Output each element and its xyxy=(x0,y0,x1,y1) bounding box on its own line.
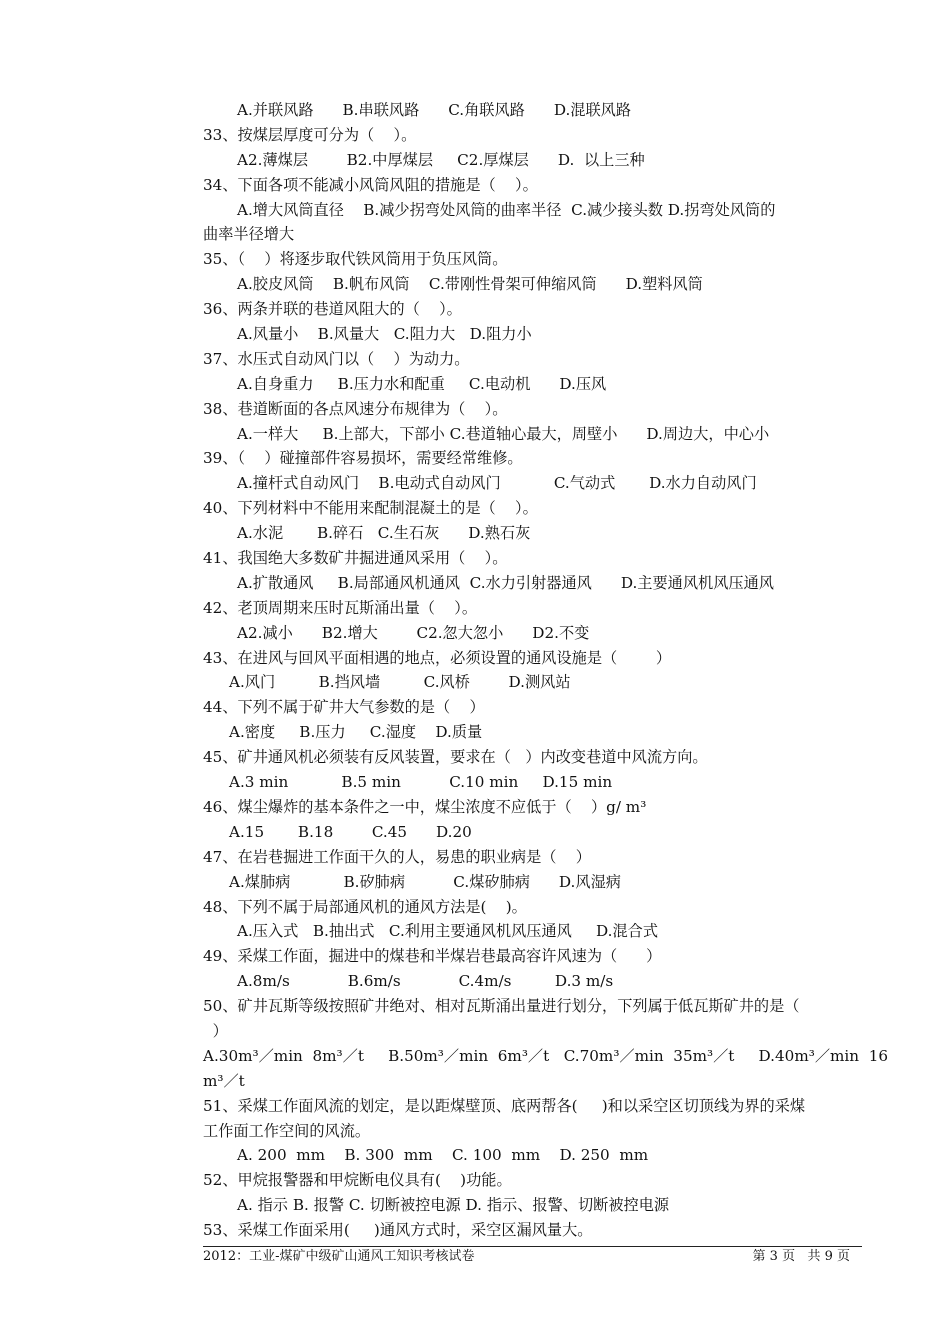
options-line: A.风量小 B.风量大 C.阻力大 D.阻力小 xyxy=(237,325,532,344)
footer-divider xyxy=(203,1246,862,1247)
question-line: 41、我国绝大多数矿井掘进通风采用（ ）。 xyxy=(203,549,508,568)
question-line: 47、在岩巷掘进工作面干久的人，易患的职业病是（ ） xyxy=(203,847,591,866)
continuation-line: m³／t xyxy=(203,1071,245,1090)
question-line: 52、甲烷报警器和甲烷断电仪具有( )功能。 xyxy=(203,1171,512,1190)
options-line: A2.薄煤层 B2.中厚煤层 C2.厚煤层 D. 以上三种 xyxy=(237,150,645,169)
options-line: A.水泥 B.碎石 C.生石灰 D.熟石灰 xyxy=(237,524,531,543)
question-line: 34、下面各项不能减小风筒风阻的措施是（ ）。 xyxy=(203,175,538,194)
question-line: 48、下列不属于局部通风机的通风方法是( )。 xyxy=(203,897,527,916)
question-line: 42、老顶周期来压时瓦斯涌出量（ ）。 xyxy=(203,598,478,617)
page-footer xyxy=(203,1248,862,1320)
options-line: A.15 B.18 C.45 D.20 xyxy=(229,822,472,841)
options-line: A.8m/s B.6m/s C.4m/s D.3 m/s xyxy=(237,972,614,991)
question-line: 38、巷道断面的各点风速分布规律为（ ）。 xyxy=(203,399,508,418)
options-line: A.一样大 B.上部大，下部小 C.巷道轴心最大，周壁小 D.周边大，中心小 xyxy=(237,424,770,443)
question-line: 43、在进风与回风平面相遇的地点，必须设置的通风设施是（ ） xyxy=(203,648,672,667)
footer-title: 2012：工业-煤矿中级矿山通风工知识考核试卷 xyxy=(203,1249,475,1264)
question-line: 53、采煤工作面采用( )通风方式时，采空区漏风量大。 xyxy=(203,1221,593,1240)
footer-page-number: 第 3 页 共 9 页 xyxy=(752,1249,850,1264)
question-list xyxy=(203,98,889,1243)
options-line: A.并联风路 B.串联风路 C.角联风路 D.混联风路 xyxy=(237,101,632,119)
options-line: A.自身重力 B.压力水和配重 C.电动机 D.压风 xyxy=(237,374,607,393)
options-line: A.胶皮风筒 B.帆布风筒 C.带刚性骨架可伸缩风筒 D.塑料风筒 xyxy=(237,275,703,294)
options-line: A.3 min B.5 min C.10 min D.15 min xyxy=(229,773,613,792)
continuation-line: A.30m³／min 8m³／t B.50m³／min 6m³／t C.70m³／min 35m³／t D.40m³／min 16 xyxy=(203,1046,889,1065)
question-line: 39、（ ）碰撞部件容易损坏，需要经常维修。 xyxy=(203,449,523,468)
question-line: 40、下列材料中不能用来配制混凝土的是（ ）。 xyxy=(203,499,538,518)
options-line: A.扩散通风 B.局部通风机通风 C.水力引射器通风 D.主要通风机风压通风 xyxy=(237,573,774,592)
question-line: 46、煤尘爆炸的基本条件之一中，煤尘浓度不应低于（ ）g/ m³ xyxy=(203,797,647,816)
continuation-line: ） xyxy=(203,1021,228,1040)
question-line: 45、矿井通风机必须装有反风装置，要求在（ ）内改变巷道中风流方向。 xyxy=(203,748,708,767)
question-line: 37、水压式自动风门以（ ）为动力。 xyxy=(203,349,470,368)
options-line: A.增大风筒直径 B.减少拐弯处风筒的曲率半径 C.减少接头数 D.拐弯处风筒的 xyxy=(237,200,776,219)
options-line: A.煤肺病 B.矽肺病 C.煤矽肺病 D.风湿病 xyxy=(229,872,621,891)
question-line: 50、矿井瓦斯等级按照矿井绝对、相对瓦斯涌出量进行划分，下列属于低瓦斯矿井的是（ xyxy=(203,997,800,1016)
options-line: A. 指示 B. 报警 C. 切断被控电源 D. 指示、报警、切断被控电源 xyxy=(237,1196,670,1215)
options-line: A.风门 B.挡风墙 C.风桥 D.测风站 xyxy=(229,673,571,692)
question-line: 33、按煤层厚度可分为（ ）。 xyxy=(203,125,417,144)
options-line: A2.减小 B2.增大 C2.忽大忽小 D2.不变 xyxy=(237,623,590,642)
continuation-line: 工作面工作空间的风流。 xyxy=(203,1121,371,1140)
options-line: A. 200 mm B. 300 mm C. 100 mm D. 250 mm xyxy=(237,1146,649,1165)
question-line: 49、采煤工作面，掘进中的煤巷和半煤岩巷最高容许风速为（ ） xyxy=(203,947,662,966)
question-line: 44、下列不属于矿井大气参数的是（ ） xyxy=(203,698,485,717)
options-line: A.密度 B.压力 C.湿度 D.质量 xyxy=(229,723,483,742)
question-line: 51、采煤工作面风流的划定，是以距煤壁顶、底两帮各( )和以采空区切顶线为界的采煤 xyxy=(203,1096,806,1115)
question-line: 36、两条并联的巷道风阻大的（ ）。 xyxy=(203,300,462,319)
options-line: A.压入式 B.抽出式 C.利用主要通风机风压通风 D.混合式 xyxy=(237,922,659,941)
options-line: A.撞杆式自动风门 B.电动式自动风门 C.气动式 D.水力自动风门 xyxy=(237,474,757,493)
question-line: 35、（ ）将逐步取代铁风筒用于负压风筒。 xyxy=(203,250,508,269)
continuation-line: 曲率半径增大 xyxy=(203,225,295,244)
